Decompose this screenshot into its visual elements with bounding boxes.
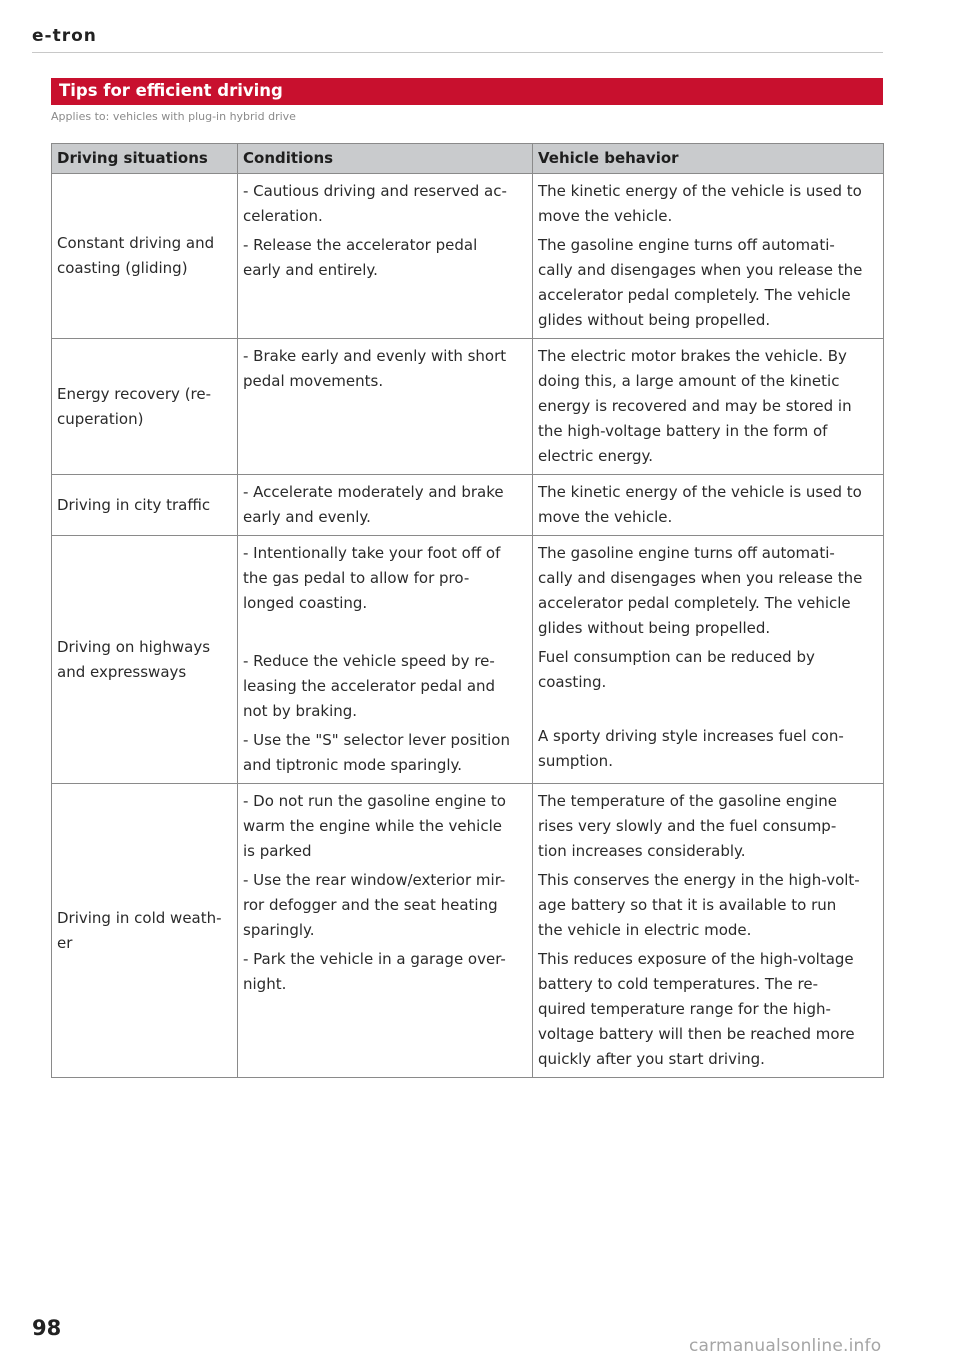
- behavior-cell: [533, 536, 884, 784]
- behavior-cell: [533, 174, 884, 339]
- situation-cell: [52, 475, 238, 536]
- table-row: [52, 536, 884, 784]
- condition-line: - Do not run the gasoline engine to: [243, 792, 506, 810]
- section-banner: [51, 78, 883, 105]
- condition-item: [243, 179, 527, 229]
- behavior-line: cally and disengages when you release the: [538, 261, 863, 279]
- applies-to-note: Applies to: vehicles with plug-in hybrid drive: [51, 110, 296, 123]
- situation-line: cuperation): [57, 409, 144, 428]
- column-header-situations: Driving situations: [52, 144, 238, 174]
- behavior-cell: [533, 475, 884, 536]
- behavior-line: The gasoline engine turns off automati-: [538, 544, 835, 562]
- behavior-line: the vehicle in electric mode.: [538, 921, 752, 939]
- behavior-line: rises very slowly and the fuel consump-: [538, 817, 837, 835]
- condition-item: [243, 233, 527, 283]
- column-header-behavior: Vehicle behavior: [533, 144, 884, 174]
- condition-line: early and entirely.: [243, 261, 378, 279]
- condition-item: [243, 728, 527, 778]
- behavior-line: glides without being propelled.: [538, 619, 771, 637]
- situation-line: and expressways: [57, 662, 187, 681]
- header-divider: [32, 52, 883, 53]
- condition-line: - Brake early and evenly with short: [243, 347, 507, 365]
- behavior-line: This conserves the energy in the high-volt-: [538, 871, 860, 889]
- conditions-cell: [238, 339, 533, 475]
- behavior-line: the high-voltage battery in the form of: [538, 422, 828, 440]
- behavior-line: age battery so that it is available to run: [538, 896, 837, 914]
- behavior-line: battery to cold temperatures. The re-: [538, 975, 819, 993]
- behavior-cell: [533, 339, 884, 475]
- behavior-line: accelerator pedal completely. The vehicle: [538, 286, 851, 304]
- behavior-item: [538, 179, 878, 229]
- behavior-line: Fuel consumption can be reduced by: [538, 648, 815, 666]
- behavior-line: The temperature of the gasoline engine: [538, 792, 838, 810]
- condition-item: [243, 649, 527, 724]
- column-header-conditions: Conditions: [238, 144, 533, 174]
- section-title: Tips for efficient driving: [59, 81, 283, 100]
- condition-line: - Accelerate moderately and brake: [243, 483, 504, 501]
- behavior-line: move the vehicle.: [538, 207, 673, 225]
- situation-cell: [52, 174, 238, 339]
- situation-line: Driving on highways: [57, 637, 211, 656]
- condition-line: and tiptronic mode sparingly.: [243, 756, 463, 774]
- condition-item: [243, 541, 527, 645]
- behavior-line: tion increases considerably.: [538, 842, 746, 860]
- condition-line: night.: [243, 975, 287, 993]
- table-header-row: [52, 144, 884, 174]
- conditions-cell: [238, 475, 533, 536]
- condition-line: is parked: [243, 842, 312, 860]
- conditions-cell: [238, 784, 533, 1078]
- condition-line: - Use the "S" selector lever position: [243, 731, 510, 749]
- behavior-line: The electric motor brakes the vehicle. By: [538, 347, 847, 365]
- behavior-line: doing this, a large amount of the kinetic: [538, 372, 840, 390]
- behavior-item: [538, 947, 878, 1072]
- situation-line: Driving in city traffic: [57, 495, 211, 514]
- page-number: 98: [32, 1316, 62, 1340]
- table-row: [52, 784, 884, 1078]
- table-row: [52, 339, 884, 475]
- situation-cell: [52, 536, 238, 784]
- behavior-line: The kinetic energy of the vehicle is used to: [538, 483, 862, 501]
- behavior-line: accelerator pedal completely. The vehicle: [538, 594, 851, 612]
- situation-line: Energy recovery (re-: [57, 384, 212, 403]
- condition-line: leasing the accelerator pedal and: [243, 677, 496, 695]
- situation-line: Driving in cold weath-: [57, 908, 222, 927]
- condition-item: [243, 868, 527, 943]
- situation-cell: [52, 784, 238, 1078]
- behavior-cell: [533, 784, 884, 1078]
- behavior-item: [538, 541, 878, 641]
- condition-line: pedal movements.: [243, 372, 384, 390]
- condition-line: - Cautious driving and reserved ac-: [243, 182, 507, 200]
- behavior-line: sumption.: [538, 752, 613, 770]
- condition-line: - Release the accelerator pedal: [243, 236, 478, 254]
- condition-line: - Use the rear window/exterior mir-: [243, 871, 506, 889]
- table-row: [52, 475, 884, 536]
- condition-line: - Reduce the vehicle speed by re-: [243, 652, 495, 670]
- condition-line: warm the engine while the vehicle: [243, 817, 502, 835]
- behavior-item: [538, 789, 878, 864]
- condition-line: not by braking.: [243, 702, 358, 720]
- behavior-line: energy is recovered and may be stored in: [538, 397, 852, 415]
- site-watermark: carmanualsonline.info: [689, 1336, 882, 1356]
- table-row: [52, 174, 884, 339]
- condition-line: sparingly.: [243, 921, 315, 939]
- condition-item: [243, 789, 527, 864]
- condition-line: - Intentionally take your foot off of: [243, 544, 501, 562]
- condition-line: the gas pedal to allow for pro-: [243, 569, 470, 587]
- behavior-item: [538, 868, 878, 943]
- condition-line: ror defogger and the seat heating: [243, 896, 498, 914]
- efficient-driving-table: [51, 143, 884, 1078]
- behavior-line: The kinetic energy of the vehicle is used to: [538, 182, 862, 200]
- conditions-cell: [238, 536, 533, 784]
- condition-line: celeration.: [243, 207, 323, 225]
- behavior-item: [538, 344, 878, 469]
- behavior-line: The gasoline engine turns off automati-: [538, 236, 835, 254]
- behavior-item: [538, 645, 878, 720]
- condition-item: [243, 480, 527, 530]
- situation-line: er: [57, 933, 73, 952]
- behavior-line: coasting.: [538, 673, 607, 691]
- behavior-line: electric energy.: [538, 447, 653, 465]
- condition-line: longed coasting.: [243, 594, 368, 612]
- behavior-line: glides without being propelled.: [538, 311, 771, 329]
- situation-line: Constant driving and: [57, 234, 215, 252]
- running-header-title: e-tron: [32, 26, 97, 46]
- behavior-line: voltage battery will then be reached more: [538, 1025, 855, 1043]
- condition-item: [243, 947, 527, 997]
- behavior-line: cally and disengages when you release the: [538, 569, 863, 587]
- condition-line: - Park the vehicle in a garage over-: [243, 950, 506, 968]
- behavior-item: [538, 724, 878, 774]
- situation-line: coasting (gliding): [57, 259, 188, 277]
- behavior-line: move the vehicle.: [538, 508, 673, 526]
- behavior-item: [538, 233, 878, 333]
- condition-item: [243, 344, 527, 394]
- behavior-line: A sporty driving style increases fuel con-: [538, 727, 844, 745]
- behavior-item: [538, 480, 878, 530]
- situation-cell: [52, 339, 238, 475]
- behavior-line: This reduces exposure of the high-voltage: [538, 950, 854, 968]
- conditions-cell: [238, 174, 533, 339]
- condition-line: early and evenly.: [243, 508, 371, 526]
- behavior-line: quired temperature range for the high-: [538, 1000, 831, 1018]
- behavior-line: quickly after you start driving.: [538, 1050, 765, 1068]
